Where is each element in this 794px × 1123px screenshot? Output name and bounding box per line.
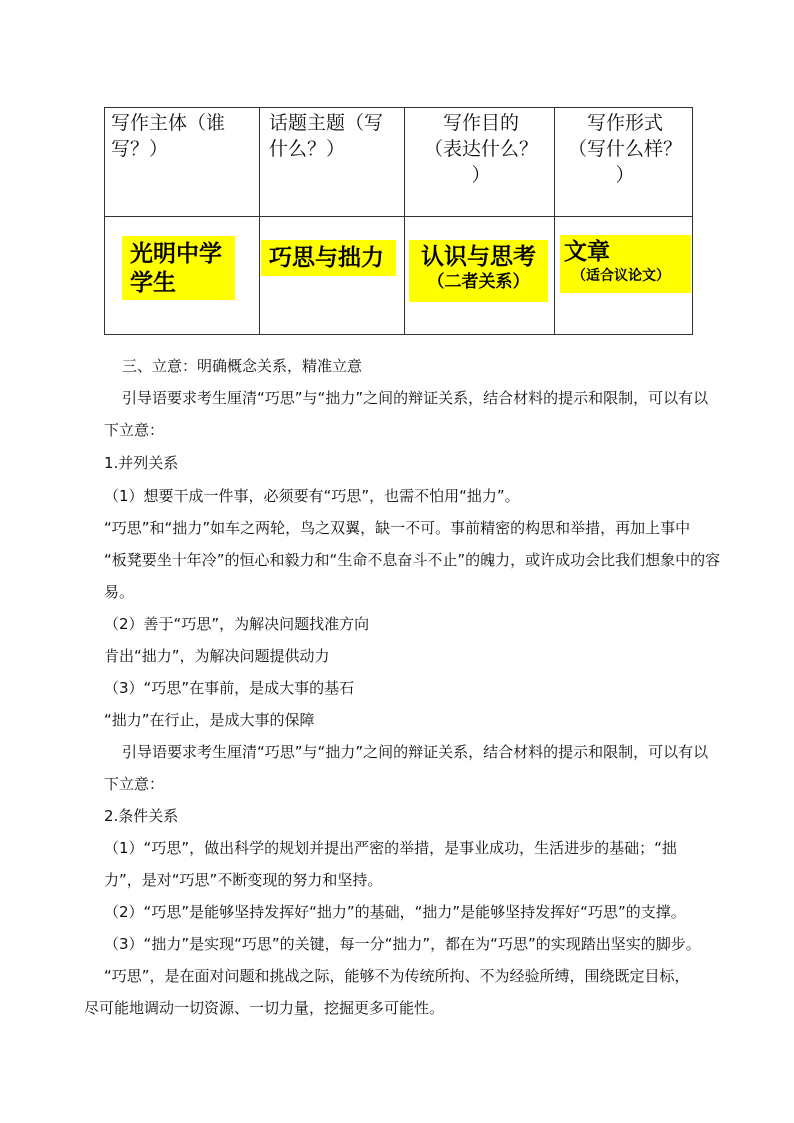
paragraph-line: 力”，是对“巧思”不断变现的努力和坚持。 bbox=[104, 871, 383, 889]
section-heading: 三、立意：明确概念关系，精准立意 bbox=[122, 357, 363, 375]
paragraph-line: （3）“巧思”在事前，是成大事的基石 bbox=[104, 679, 355, 697]
paragraph-line: （2）善于“巧思”，为解决问题找准方向 bbox=[104, 615, 370, 633]
paragraph-line: 易。 bbox=[104, 583, 135, 601]
paragraph-line: “板凳要坐十年冷”的恒心和毅力和“生命不息奋斗不止”的魄力，或许成功会比我们想象中的容 bbox=[104, 551, 721, 569]
header-purpose bbox=[407, 110, 555, 188]
cell-subject-line: 学生 bbox=[130, 270, 176, 296]
cell-topic-highlight bbox=[261, 240, 396, 276]
header-line: 写作目的 bbox=[442, 112, 519, 134]
header-line: （表达什么？ bbox=[423, 138, 538, 160]
header-line: 话题主题（写 bbox=[269, 112, 384, 134]
header-line: ） bbox=[471, 164, 491, 186]
cell-form-main: 文章 bbox=[564, 239, 610, 265]
cell-subject-highlight bbox=[122, 236, 235, 300]
writing-elements-table bbox=[104, 107, 693, 335]
paragraph-line: 引导语要求考生厘清“巧思”与“拙力”之间的辩证关系，结合材料的提示和限制，可以有以 bbox=[122, 389, 709, 407]
paragraph-line: （3）“拙力”是实现“巧思”的关键，每一分“拙力”，都在为“巧思”的实现踏出坚实的脚步。 bbox=[104, 935, 701, 953]
paragraph-line: “拙力”在行止，是成大事的保障 bbox=[104, 711, 315, 729]
header-writing-subject bbox=[111, 110, 257, 162]
cell-topic-text: 巧思与拙力 bbox=[269, 245, 384, 271]
cell-subject-line: 光明中学 bbox=[130, 241, 222, 267]
subsection-heading: 1.并列关系 bbox=[104, 454, 179, 472]
paragraph-line: “巧思”，是在面对问题和挑战之际，能够不为传统所拘、不为经验所缚，围绕既定目标， bbox=[104, 967, 690, 985]
cell-purpose-highlight bbox=[409, 240, 548, 302]
header-line: 什么？） bbox=[269, 138, 346, 160]
cell-form-highlight bbox=[560, 235, 691, 293]
header-line: 写作主体（谁 bbox=[111, 112, 226, 134]
header-line: （写什么样？ bbox=[567, 138, 682, 160]
header-line: ） bbox=[615, 164, 635, 186]
table-column-divider bbox=[259, 108, 260, 334]
header-line: 写作形式 bbox=[586, 112, 663, 134]
cell-purpose-main: 认识与思考 bbox=[421, 244, 536, 270]
subsection-heading: 2.条件关系 bbox=[104, 807, 179, 825]
table-row-divider bbox=[105, 216, 692, 217]
header-form bbox=[557, 110, 693, 188]
paragraph-line: 下立意： bbox=[104, 421, 165, 439]
header-topic bbox=[269, 110, 405, 162]
paragraph-line: 引导语要求考生厘清“巧思”与“拙力”之间的辩证关系，结合材料的提示和限制，可以有以 bbox=[122, 743, 709, 761]
paragraph-line: （1）“巧思”，做出科学的规划并提出严密的举措，是事业成功，生活进步的基础；“拙 bbox=[104, 839, 677, 857]
paragraph-line: 尽可能地调动一切资源、一切力量，挖掘更多可能性。 bbox=[84, 999, 445, 1017]
paragraph-line: （1）想要干成一件事，必须要有“巧思”，也需不怕用“拙力”。 bbox=[104, 487, 520, 505]
paragraph-line: “巧思”和“拙力”如车之两轮，鸟之双翼，缺一不可。事前精密的构思和举措，再加上事中 bbox=[104, 519, 691, 537]
cell-form-sub: （适合议论文） bbox=[572, 268, 670, 284]
paragraph-line: （2）“巧思”是能够坚持发挥好“拙力”的基础，“拙力”是能够坚持发挥好“巧思”的支撑。 bbox=[104, 903, 686, 921]
paragraph-line: 肯出“拙力”，为解决问题提供动力 bbox=[104, 647, 330, 665]
cell-purpose-sub: （二者关系） bbox=[427, 272, 530, 292]
paragraph-line: 下立意： bbox=[104, 775, 165, 793]
header-line: 写？） bbox=[111, 138, 169, 160]
